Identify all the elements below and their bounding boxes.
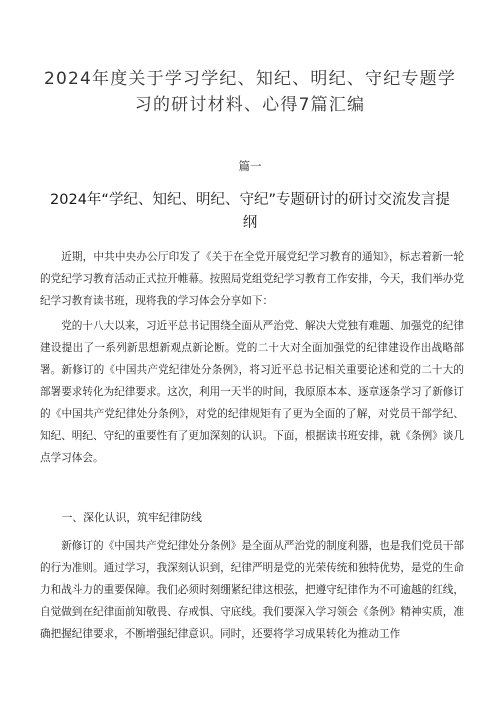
paragraph-intro: 近期，中共中央办公厅印发了《关于在全党开展党纪学习教育的通知》，标志着新一轮的党纪学习教育活动正式拉开帷幕。按照局党组党纪学习教育工作安排，今天，我们举办党纪学习教育读书班，现将我的学习体会分享如下：: [40, 251, 464, 307]
section-title: 2024年“学纪、知纪、明纪、守纪”专题研讨的研讨交流发言提纲: [50, 192, 450, 231]
document-title: 2024年度关于学习学纪、知纪、明纪、守纪专题学习的研讨材料、心得7篇汇编: [43, 69, 457, 115]
paragraph-body: 党的十八大以来，习近平总书记围绕全面从严治党、解决大党独有难题、加强党的纪律建设提出了一系列新思想新观点新论断。党的二十大对全面加强党的纪律建设作出战略部署。新修订的《中国共产党纪律处分条例》，将习近平总书记相关重要论述和党的二十大的部署要求转化为纪律要求。这次，利用一天半的时间，我原原本本、逐章逐条学习了新修订的《中国共产党纪律处分条例》，对党的纪律规矩有了更为全面的了解，对党员干部学纪、知纪、明纪、守纪的重要性有了更加深刻的认识。下面，根据读书班安排，就《条例》谈几点学习体会。: [40, 320, 464, 464]
paragraph-section-1: 新修订的《中国共产党纪律处分条例》是全面从严治党的制度利器，也是我们党员干部的行为准则。通过学习，我深刻认识到，纪律严明是党的光荣传统和独特优势，是党的生命力和战斗力的重要保障。我们必须时刻绷紧纪律这根弦，把遵守纪律作为不可逾越的红线，自觉做到在纪律面前知敬畏、存戒惧、守底线。我们要深入学习领会《条例》精神实质，准确把握纪律要求，不断增强纪律意识。同时，还要将学习成果转化为推动工作: [40, 540, 464, 640]
section-label: 篇一: [238, 159, 262, 173]
subheading-1: 一、深化认识，筑牢纪律防线: [61, 511, 202, 524]
